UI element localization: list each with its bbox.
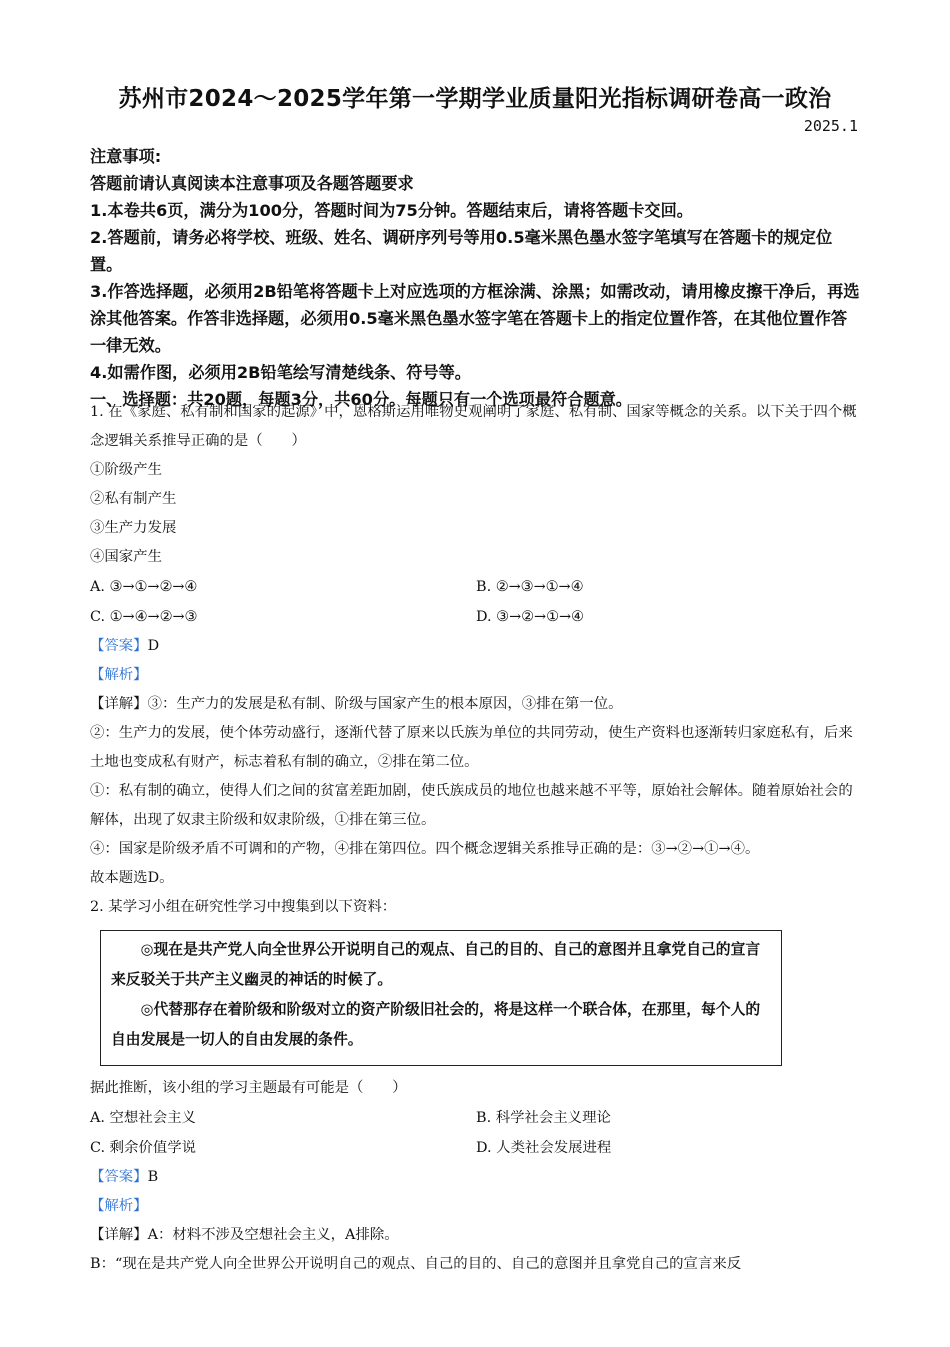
exam-title: 苏州市2024～2025学年第一学期学业质量阳光指标调研卷高一政治 xyxy=(118,86,832,112)
analysis-tag: 【解析】 xyxy=(90,667,148,683)
q1-detail: ④：国家是阶级矛盾不可调和的产物，④排在第四位。四个概念逻辑关系推导正确的是：③→②→①→④。 xyxy=(90,841,760,857)
detail-tag: 【详解】 xyxy=(90,1227,148,1243)
q1-options-row xyxy=(90,602,862,632)
q1-detail xyxy=(90,690,862,719)
notes-heading: 注意事项: xyxy=(90,147,162,166)
q2-answer xyxy=(90,1163,862,1192)
q2-options-row xyxy=(90,1133,862,1163)
questions xyxy=(90,398,862,1279)
q2-option-b: B. 科学社会主义理论 xyxy=(476,1110,611,1126)
q2-detail: B：“现在是共产党人向全世界公开说明自己的观点、自己的目的、自己的意图并且拿党自己的宣言来反 xyxy=(90,1256,742,1272)
q2-material-box xyxy=(100,930,782,1066)
exam-date: 2025.1 xyxy=(803,117,858,135)
q1-option-a: A. ③→①→②→④ xyxy=(90,579,198,595)
answer-value: D xyxy=(147,638,160,654)
q1-item: ②私有制产生 xyxy=(90,491,177,507)
q2-options-row xyxy=(90,1103,862,1133)
answer-tag: 【答案】 xyxy=(90,638,148,654)
notes-item: 4.如需作图，必须用2B铅笔绘写清楚线条、符号等。 xyxy=(90,363,471,382)
q1-item: ④国家产生 xyxy=(90,549,162,565)
q1-options-row xyxy=(90,572,862,602)
q2-analysis xyxy=(90,1192,862,1221)
q1-item: ③生产力发展 xyxy=(90,520,177,536)
answer-tag: 【答案】 xyxy=(90,1169,148,1185)
q2-option-d: D. 人类社会发展进程 xyxy=(476,1140,612,1156)
q1-stem: 1. 在《家庭、私有制和国家的起源》中，恩格斯运用唯物史观阐明了家庭、私有制、国家等概念的关系。以下关于四个概念逻辑关系推导正确的是（ ） xyxy=(90,404,857,449)
q1-conclusion: 故本题选D。 xyxy=(90,870,174,886)
q2-option-c: C. 剩余价值学说 xyxy=(90,1140,196,1156)
q1-answer xyxy=(90,632,862,661)
q1-detail: ①：私有制的确立，使得人们之间的贫富差距加剧，使氏族成员的地位也越来越不平等，原始社会解体。随着原始社会的解体，出现了奴隶主阶级和奴隶阶级，①排在第三位。 xyxy=(90,783,853,828)
q2-detail xyxy=(90,1221,862,1250)
q1-option-d: D. ③→②→①→④ xyxy=(476,609,584,625)
detail-text: ③：生产力的发展是私有制、阶级与国家产生的根本原因，③排在第一位。 xyxy=(147,696,623,712)
answer-value: B xyxy=(147,1169,159,1185)
q2-material: ◎现在是共产党人向全世界公开说明自己的观点、自己的目的、自己的意图并且拿党自己的宣言来反驳关于共产主义幽灵的神话的时候了。 xyxy=(111,941,761,988)
notes-item: 1.本卷共6页，满分为100分，答题时间为75分钟。答题结束后，请将答题卡交回。 xyxy=(90,201,693,220)
notes-section xyxy=(90,143,862,413)
q1-option-b: B. ②→③→①→④ xyxy=(476,579,584,595)
notes-item: 3.作答选择题，必须用2B铅笔将答题卡上对应选项的方框涂满、涂黑；如需改动，请用橡皮擦干净后，再选涂其他答案。作答非选择题，必须用0.5毫米黑色墨水签字笔在答题卡上的指定位置作答，在其他位置作答一律无效。 xyxy=(90,282,860,355)
notes-intro: 答题前请认真阅读本注意事项及各题答题要求 xyxy=(90,174,414,193)
q1-option-c: C. ①→④→②→③ xyxy=(90,609,198,625)
q2-material: ◎代替那存在着阶级和阶级对立的资产阶级旧社会的，将是这样一个联合体，在那里，每个人的自由发展是一切人的自由发展的条件。 xyxy=(111,1001,761,1048)
q1-analysis xyxy=(90,661,862,690)
analysis-tag: 【解析】 xyxy=(90,1198,148,1214)
detail-text: A：材料不涉及空想社会主义，A排除。 xyxy=(147,1227,399,1243)
detail-tag: 【详解】 xyxy=(90,696,148,712)
q2-stem: 2. 某学习小组在研究性学习中搜集到以下资料： xyxy=(90,899,397,915)
q1-item: ①阶级产生 xyxy=(90,462,162,478)
q1-detail: ②：生产力的发展，使个体劳动盛行，逐渐代替了原来以氏族为单位的共同劳动，使生产资料也逐渐转归家庭私有，后来土地也变成私有财产，标志着私有制的确立，②排在第二位。 xyxy=(90,725,853,770)
section-heading: 一、选择题：共20题，每题3分，共60分。每题只有一个选项最符合题意。 xyxy=(90,390,632,409)
q2-option-a: A. 空想社会主义 xyxy=(90,1110,196,1126)
notes-item: 2.答题前，请务必将学校、班级、姓名、调研序列号等用0.5毫米黑色墨水签字笔填写在答题卡的规定位置。 xyxy=(90,228,833,274)
q2-question: 据此推断，该小组的学习主题最有可能是（ ） xyxy=(90,1080,407,1096)
